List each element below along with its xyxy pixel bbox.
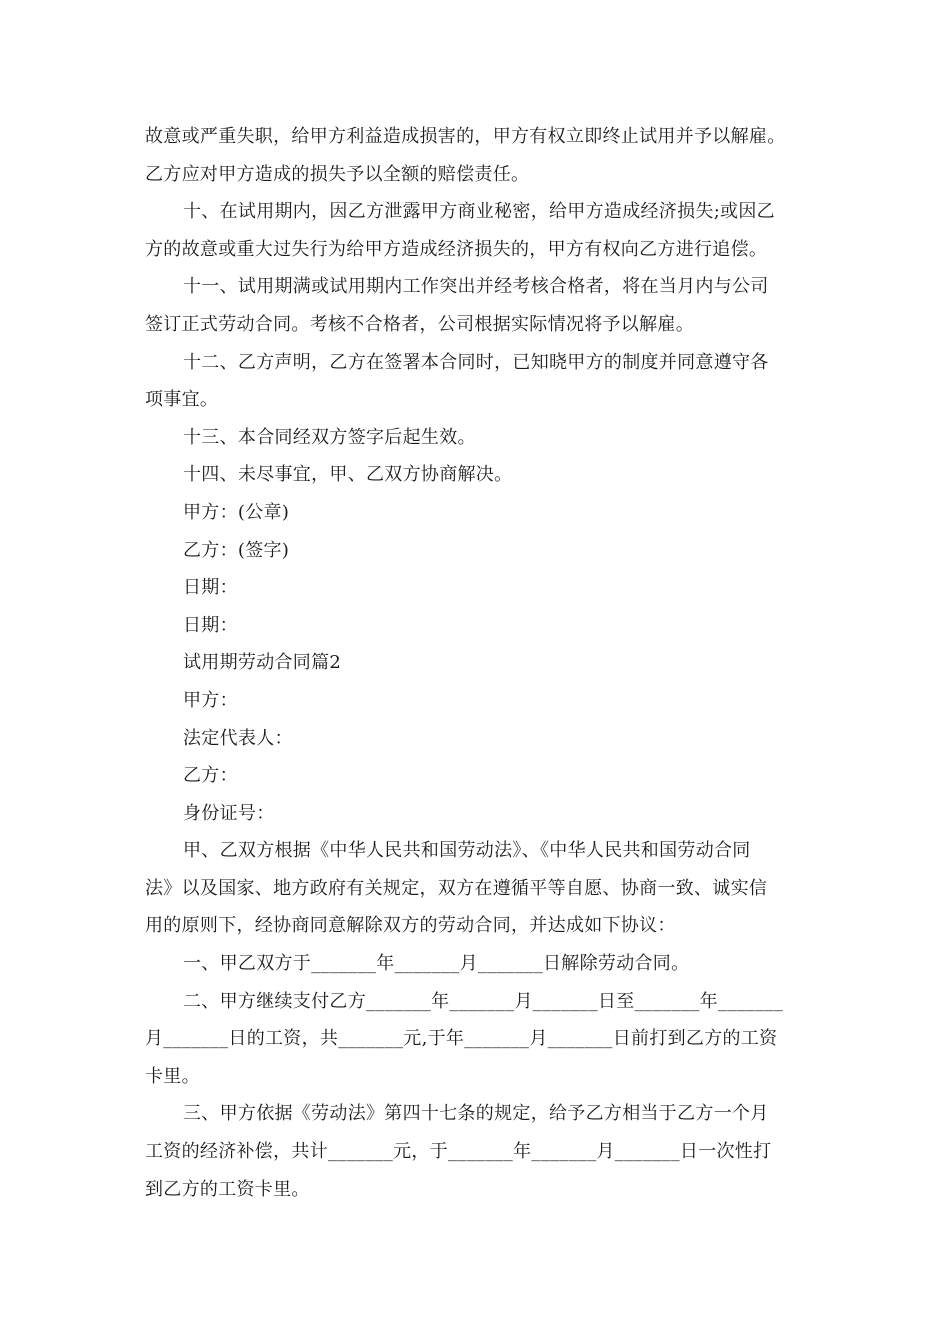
text-line: 乙方： [183, 765, 238, 787]
paragraph-p16 [145, 832, 810, 945]
text-line: 卡里。 [145, 1065, 200, 1087]
text-line: 签订正式劳动合同。考核不合格者，公司根据实际情况将予以解雇。 [145, 313, 694, 335]
paragraph-p4 [145, 344, 810, 419]
text-line: 用的原则下，经协商同意解除双方的劳动合同，并达成如下协议： [145, 915, 676, 937]
text-line: 月_______日的工资，共_______元,于年_______月_______日前打到乙方的工资 [145, 1028, 778, 1050]
text-line: 甲方： [183, 689, 238, 711]
text-line: 十二、乙方声明，乙方在签署本合同时，已知晓甲方的制度并同意遵守各 [183, 351, 769, 373]
text-line: 试用期劳动合同篇2 [183, 652, 342, 674]
text-line: 法》以及国家、地方政府有关规定，双方在遵循平等自愿、协商一致、诚实信 [145, 877, 768, 899]
text-line: 到乙方的工资卡里。 [145, 1178, 310, 1200]
paragraph-p13 [145, 720, 810, 758]
text-line: 日期： [183, 577, 238, 599]
paragraph-p2 [145, 193, 810, 268]
text-line: 十四、未尽事宜，甲、乙双方协商解决。 [183, 464, 513, 486]
text-line: 乙方：(签字) [183, 539, 290, 561]
paragraph-p7 [145, 494, 810, 532]
paragraph-p6 [145, 456, 810, 494]
text-line: 法定代表人： [183, 727, 293, 749]
paragraph-p17 [145, 945, 810, 983]
paragraph-p1 [145, 118, 810, 193]
text-line: 身份证号： [183, 802, 275, 824]
paragraph-p11 [145, 644, 810, 682]
paragraph-p18 [145, 983, 810, 1096]
text-line: 方的故意或重大过失行为给甲方造成经济损失的，甲方有权向乙方进行追偿。 [145, 238, 768, 260]
text-line: 甲方：(公章) [183, 501, 290, 523]
paragraph-p9 [145, 569, 810, 607]
text-line: 日期： [183, 614, 238, 636]
paragraph-p10 [145, 607, 810, 645]
text-line: 十三、本合同经双方签字后起生效。 [183, 426, 476, 448]
paragraph-p8 [145, 532, 810, 570]
text-line: 一、甲乙双方于_______年_______月_______日解除劳动合同。 [183, 953, 690, 975]
text-line: 乙方应对甲方造成的损失予以全额的赔偿责任。 [145, 163, 530, 185]
text-line: 项事宜。 [145, 389, 219, 411]
text-line: 二、甲方继续支付乙方_______年_______月_______日至_______年_______ [183, 990, 783, 1012]
paragraph-p12 [145, 682, 810, 720]
text-line: 十一、试用期满或试用期内工作突出并经考核合格者，将在当月内与公司 [183, 276, 769, 298]
text-line: 故意或严重失职，给甲方利益造成损害的，甲方有权立即终止试用并予以解雇。 [145, 126, 786, 147]
text-line: 三、甲方依据《劳动法》第四十七条的规定，给予乙方相当于乙方一个月 [183, 1103, 769, 1125]
document-body [145, 118, 810, 1208]
paragraph-p3 [145, 268, 810, 343]
paragraph-p15 [145, 795, 810, 833]
text-line: 十、在试用期内，因乙方泄露甲方商业秘密，给甲方造成经济损失;或因乙 [183, 201, 775, 223]
paragraph-p14 [145, 757, 810, 795]
paragraph-p19 [145, 1095, 810, 1208]
paragraph-p5 [145, 419, 810, 457]
text-line: 甲、乙双方根据《中华人民共和国劳动法》、《中华人民共和国劳动合同 [183, 840, 751, 862]
text-line: 工资的经济补偿，共计_______元，于_______年_______月_______日一次性打 [145, 1141, 772, 1163]
